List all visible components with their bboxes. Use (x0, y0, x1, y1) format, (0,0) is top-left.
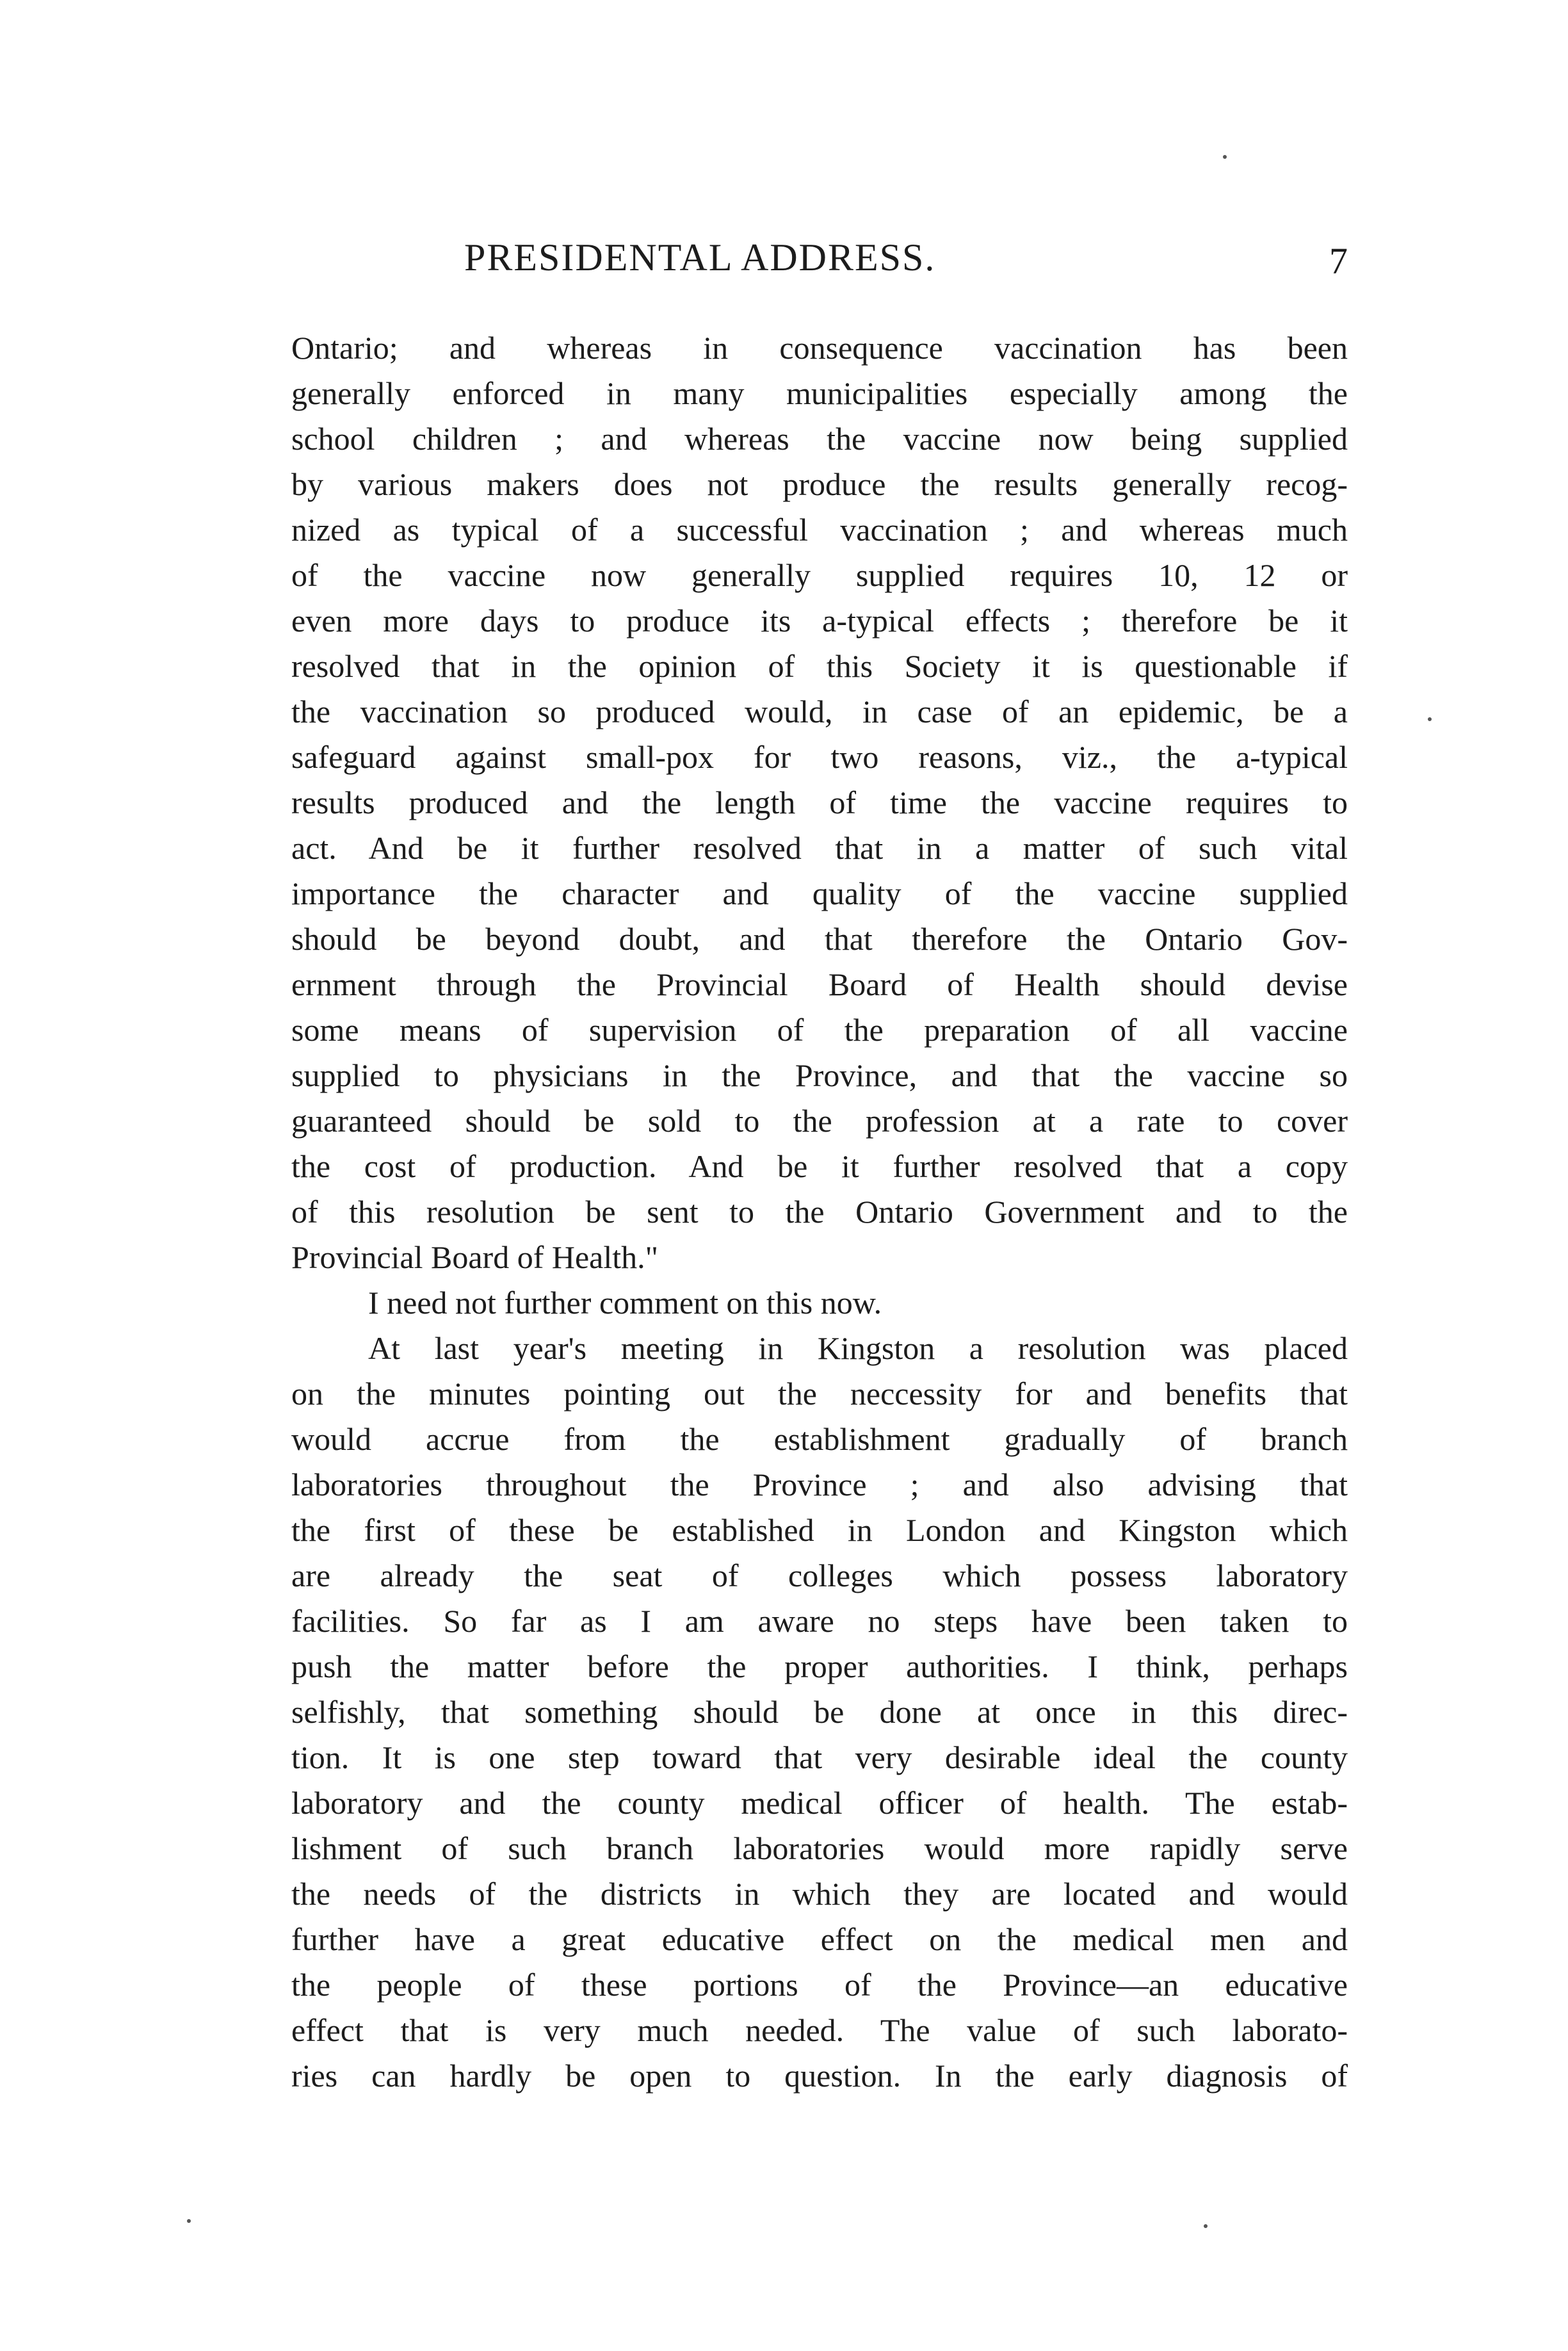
text-line: of the vaccine now generally supplied requires 10, 12 or (291, 557, 1348, 593)
text-line: selfishly, that something should be done at once in this direc- (291, 1694, 1348, 1730)
text-line: At last year's meeting in Kingston a resolution was placed (368, 1330, 1348, 1366)
text-line: the cost of production. And be it further resolved that a copy (291, 1148, 1348, 1184)
running-title: PRESIDENTAL ADDRESS. (464, 236, 936, 279)
body-text (291, 325, 1348, 2099)
page-number: 7 (1329, 240, 1348, 282)
text-line: by various makers does not produce the results generally recog- (291, 466, 1348, 502)
text-line: push the matter before the proper authorities. I think, perhaps (291, 1648, 1348, 1684)
text-line: some means of supervision of the preparation of all vaccine (291, 1012, 1348, 1048)
text-line: the needs of the districts in which they are located and would (291, 1876, 1348, 1912)
text-line: the vaccination so produced would, in case of an epidemic, be a (291, 694, 1348, 729)
text-line: ries can hardly be open to question. In the early diagnosis of (291, 2058, 1348, 2094)
paper-speck (187, 2219, 191, 2223)
text-line: effect that is very much needed. The value of such laborato- (291, 2012, 1348, 2048)
text-line: I need not further comment on this now. (368, 1285, 882, 1321)
paper-speck (1428, 717, 1432, 721)
text-line: school children ; and whereas the vaccine now being supplied (291, 421, 1348, 457)
text-line: Ontario; and whereas in consequence vaccination has been (291, 330, 1348, 366)
text-line: act. And be it further resolved that in a matter of such vital (291, 830, 1348, 866)
text-line: should be beyond doubt, and that therefore the Ontario Gov- (291, 921, 1348, 957)
text-line: even more days to produce its a-typical effects ; therefore be it (291, 603, 1348, 639)
paper-speck (1204, 2224, 1208, 2228)
text-line: laboratory and the county medical officer of health. The estab- (291, 1785, 1348, 1821)
text-line: results produced and the length of time the vaccine requires to (291, 785, 1348, 820)
text-line: lishment of such branch laboratories would more rapidly serve (291, 1830, 1348, 1866)
text-line: facilities. So far as I am aware no steps have been taken to (291, 1603, 1348, 1639)
text-line: guaranteed should be sold to the profession at a rate to cover (291, 1103, 1348, 1139)
text-line: importance the character and quality of the vaccine supplied (291, 875, 1348, 911)
text-line: Provincial Board of Health." (291, 1239, 659, 1275)
text-line: resolved that in the opinion of this Society it is questionable if (291, 648, 1348, 684)
paper-speck (1223, 155, 1227, 159)
text-line: on the minutes pointing out the neccessity for and benefits that (291, 1376, 1348, 1411)
text-line: are already the seat of colleges which possess laboratory (291, 1558, 1348, 1593)
text-line: ernment through the Provincial Board of Health should devise (291, 966, 1348, 1002)
text-line: the first of these be established in London and Kingston which (291, 1512, 1348, 1548)
text-line: further have a great educative effect on the medical men and (291, 1921, 1348, 1957)
text-line: supplied to physicians in the Province, and that the vaccine so (291, 1057, 1348, 1093)
text-line: safeguard against small-pox for two reasons, viz., the a-typical (291, 739, 1348, 775)
text-line: tion. It is one step toward that very desirable ideal the county (291, 1739, 1348, 1775)
text-line: the people of these portions of the Province—an educative (291, 1967, 1348, 2003)
running-head (291, 236, 1348, 287)
text-line: generally enforced in many municipalities especially among the (291, 375, 1348, 411)
text-line: of this resolution be sent to the Ontario Government and to the (291, 1194, 1348, 1230)
text-line: nized as typical of a successful vaccination ; and whereas much (291, 512, 1348, 548)
text-line: would accrue from the establishment gradually of branch (291, 1421, 1348, 1457)
text-line: laboratories throughout the Province ; and also advising that (291, 1467, 1348, 1502)
